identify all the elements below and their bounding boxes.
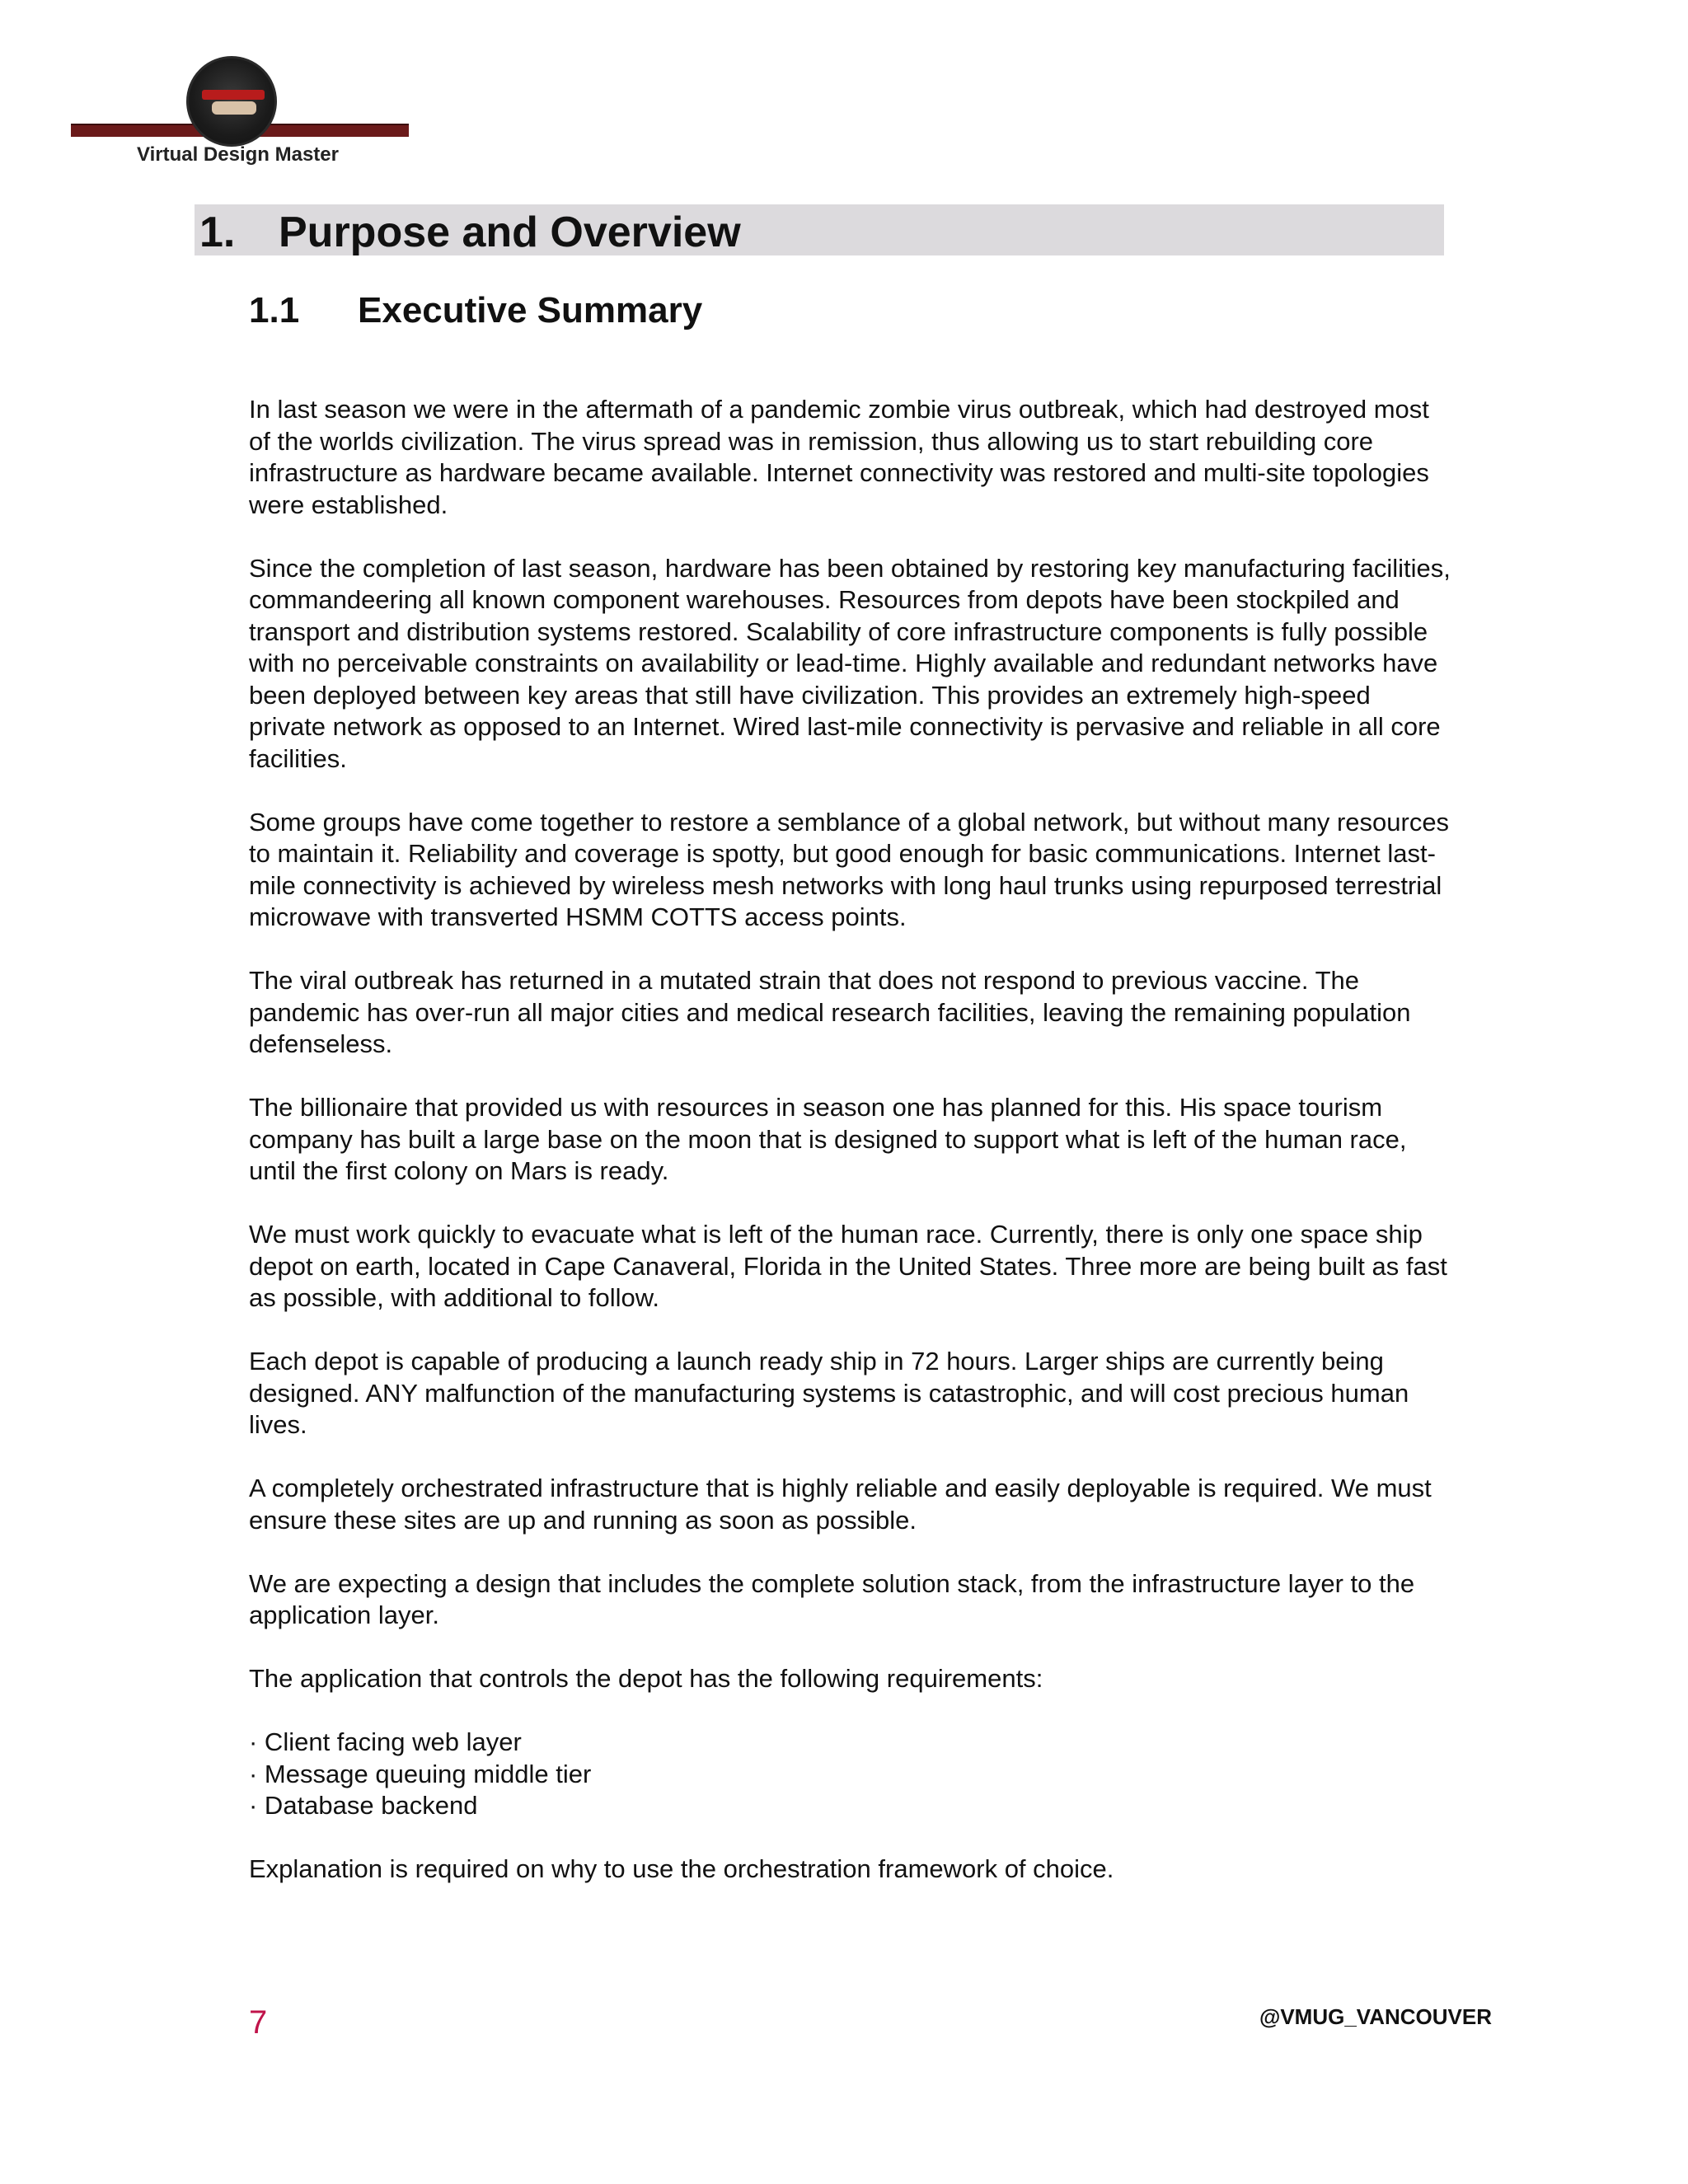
section-title: Purpose and Overview <box>279 209 741 256</box>
requirements-list <box>249 1727 1452 1822</box>
subsection-title: Executive Summary <box>358 290 703 330</box>
paragraph: The billionaire that provided us with resources in season one has planned for this. His space tourism company has built a large base on the moon that is designed to support what is left of the human race, until the first colony on Mars is ready. <box>249 1093 1407 1185</box>
paragraph: In last season we were in the aftermath of a pandemic zombie virus outbreak, which had destroyed most of the worlds civilization. The virus spread was in remission, thus allowing us to start rebuilding core infrastructure as hardware became available. Internet connectivity was restored and multi-site topologies were established. <box>249 395 1429 519</box>
page-number: 7 <box>249 2004 268 2041</box>
footer-handle: @VMUG_VANCOUVER <box>1259 2004 1492 2029</box>
paragraph: We are expecting a design that includes the complete solution stack, from the infrastructure layer to the application layer. <box>249 1568 1415 1629</box>
logo <box>71 53 409 176</box>
list-item: · Database backend <box>249 1791 478 1820</box>
logo-headband <box>202 90 265 100</box>
subsection-heading <box>249 290 702 331</box>
document-body <box>249 394 1452 1917</box>
logo-eyes <box>212 101 256 115</box>
paragraph: Since the completion of last season, hardware has been obtained by restoring key manufacturing facilities, commandeering all known component warehouses. Resources from depots have been stockpiled and transport and distribution systems restored. Scalability of core infrastructure components is fully possible with no perceivable constraints on availability or lead-time. Highly available and redundant networks have been deployed between key areas that still have civilization. This provides an extremely high-speed private network as opposed to an Internet. Wired last-mile connectivity is pervasive and reliable in all core facilities. <box>249 553 1451 773</box>
paragraph: Each depot is capable of producing a launch ready ship in 72 hours. Larger ships are currently being designed. ANY malfunction of the manufacturing systems is catastrophic, and will cost precious human lives. <box>249 1347 1409 1439</box>
section-number: 1. <box>199 209 236 256</box>
paragraph: Some groups have come together to restore a semblance of a global network, but without many resources to maintain it. Reliability and coverage is spotty, but good enough for basic communications. Internet last-mile connectivity is achieved by wireless mesh networks with long haul trunks using repurposed terrestrial microwave with transverted HSMM COTTS access points. <box>249 807 1450 931</box>
subsection-number: 1.1 <box>249 290 300 330</box>
logo-text: Virtual Design Master <box>137 143 339 166</box>
paragraph: The viral outbreak has returned in a mutated strain that does not respond to previous vaccine. The pandemic has over-run all major cities and medical research facilities, leaving the remaining population defenseless. <box>249 966 1411 1058</box>
list-item: · Client facing web layer <box>249 1727 522 1756</box>
paragraph: A completely orchestrated infrastructure that is highly reliable and easily deployable is required. We must ensure these sites are up and running as soon as possible. <box>249 1474 1432 1535</box>
section-heading <box>195 204 1444 255</box>
closing-paragraph: Explanation is required on why to use the orchestration framework of choice. <box>249 1854 1114 1883</box>
list-item: · Message queuing middle tier <box>249 1759 592 1788</box>
paragraph: We must work quickly to evacuate what is left of the human race. Currently, there is only one space ship depot on earth, located in Cape Canaveral, Florida in the United States. Three more are being built as fast as possible, with additional to follow. <box>249 1220 1447 1312</box>
ninja-logo-icon <box>186 56 277 147</box>
paragraph: The application that controls the depot has the following requirements: <box>249 1664 1043 1693</box>
